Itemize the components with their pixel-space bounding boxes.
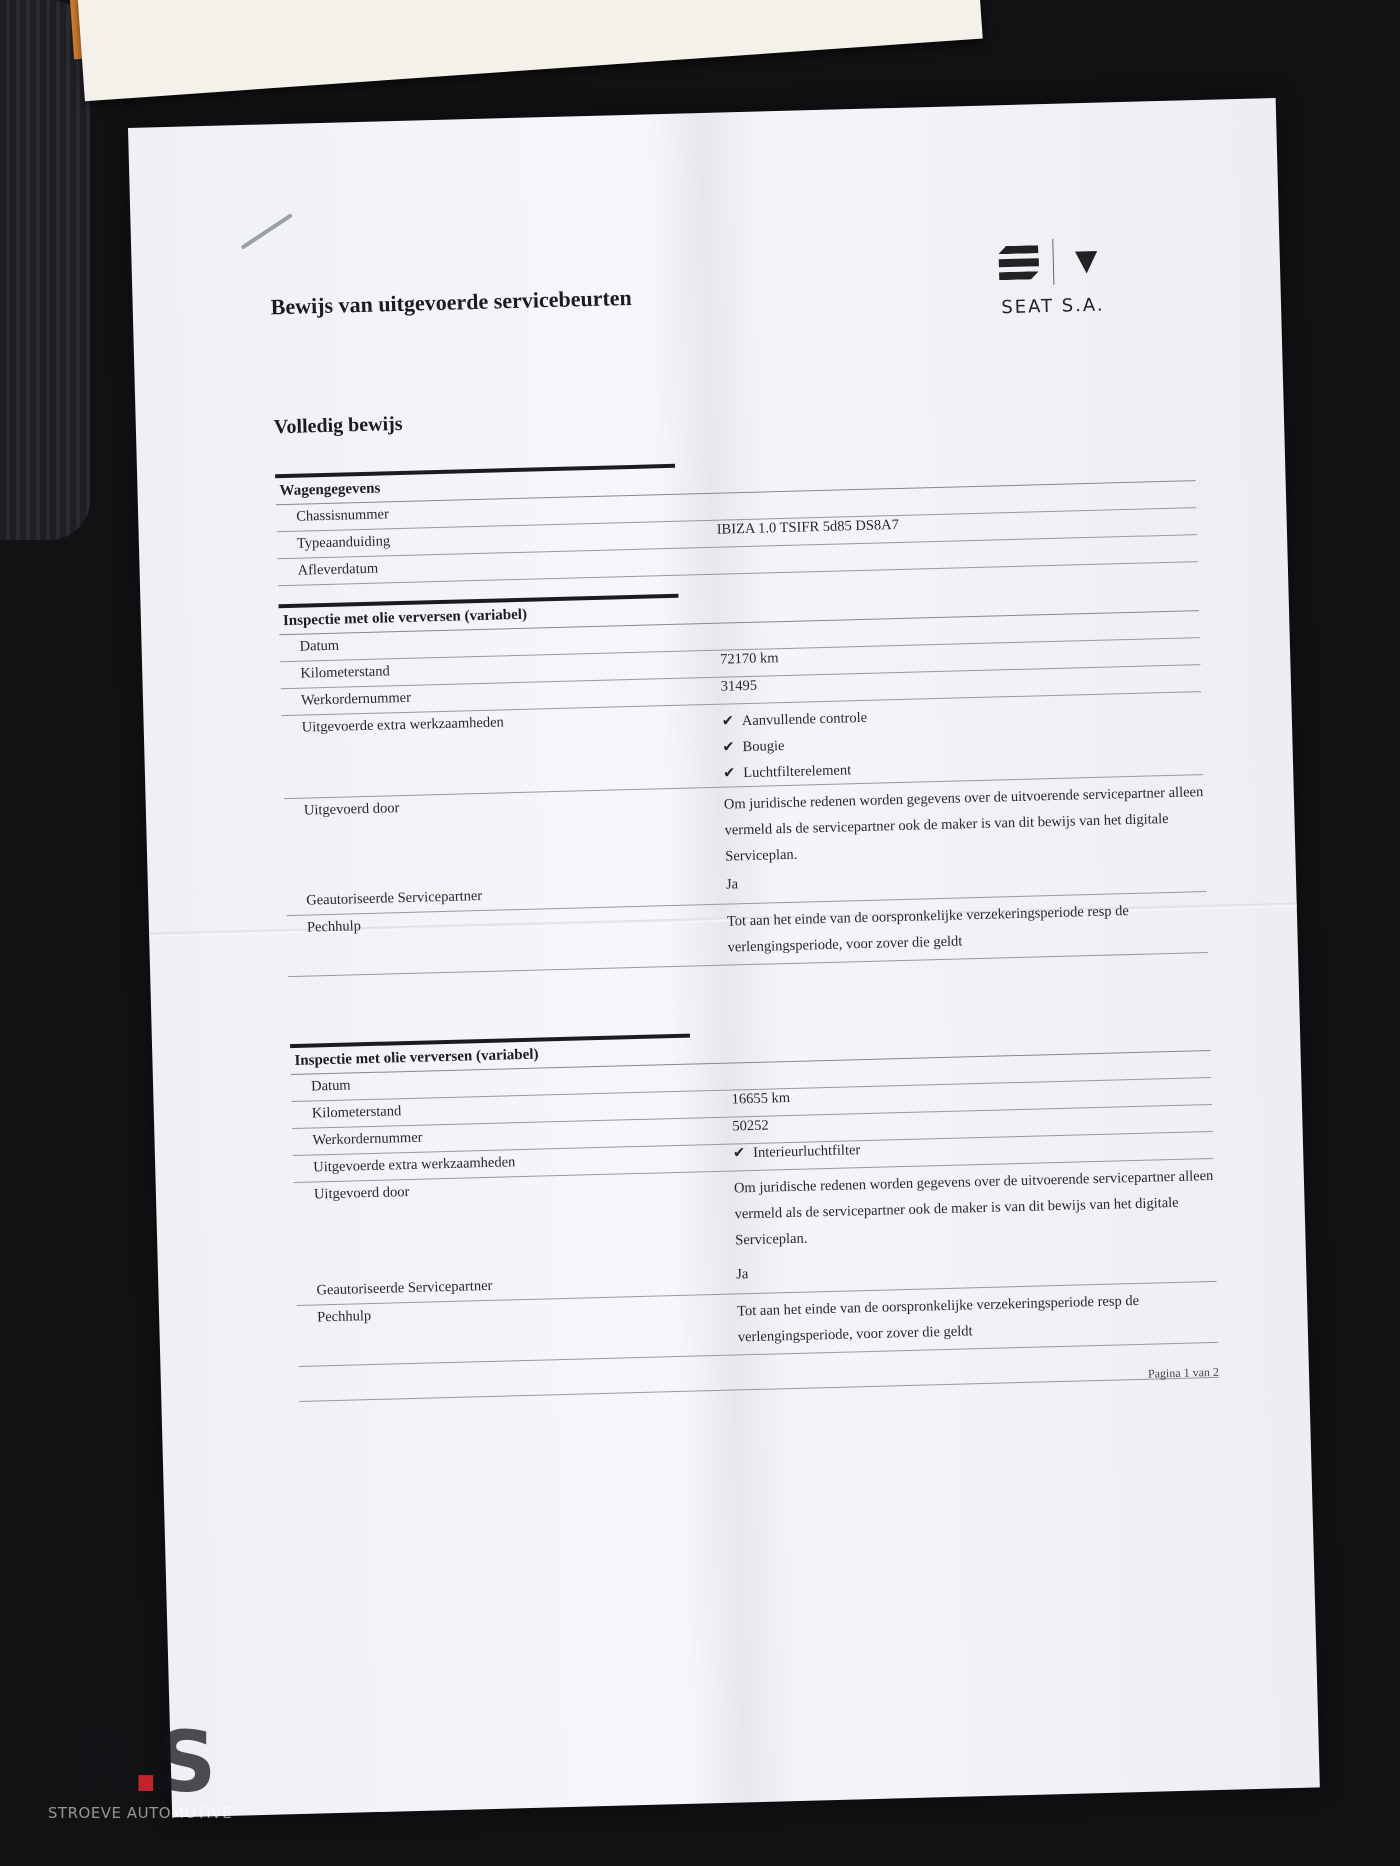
brand-block [971, 232, 1133, 319]
document-subtitle: Volledig bewijs [273, 412, 403, 439]
background-book [77, 0, 982, 101]
extra-work-item: ✔ Bougie [722, 722, 1203, 761]
section-title: Wagengegevens [275, 454, 1195, 505]
vehicle-section [275, 450, 1198, 586]
seat-logo-icon [998, 245, 1039, 280]
row-label: Afleverdatum [297, 560, 379, 579]
row-label: Werkordernummer [300, 689, 412, 709]
row-value: Om juridische redenen worden gegevens over de uitvoerende servicepartner alleen vermeld als de servicepartner ook de maker is van dit bewijs van het digitale Serviceplan. [733, 1167, 1214, 1249]
watermark [40, 1713, 240, 1822]
watermark-text: STROEVE AUTOMOTIVE [47, 1804, 233, 1822]
row-label: Geautoriseerde Servicepartner [316, 1277, 493, 1299]
row-label: Geautoriseerde Servicepartner [306, 887, 483, 909]
row-label: Uitgevoerde extra werkzaamheden [313, 1154, 516, 1176]
inspection-section-1 [279, 580, 1208, 977]
row-label: Werkordernummer [312, 1129, 423, 1149]
document-title: Bewijs van uitgevoerde servicebeurten [270, 284, 633, 320]
row-label: Kilometerstand [300, 663, 390, 682]
row-value: 31495 [720, 677, 758, 695]
brand-logos [971, 232, 1132, 292]
row-label: Datum [310, 1077, 351, 1095]
staple-icon [241, 213, 293, 249]
brand-name: SEAT S.A. [1001, 294, 1105, 319]
page-number: Pagina 1 van 2 [1147, 1364, 1220, 1381]
row-label: Pechhulp [316, 1308, 372, 1326]
row-value: Tot aan het einde van de oorspronkelijke verzekeringsperiode resp de verlengingsperiode, voor zover die geldt [736, 1292, 1140, 1346]
row-value: 72170 km [719, 650, 779, 668]
row-label: Uitgevoerde extra werkzaamheden [301, 714, 504, 736]
row-value: Ja [725, 876, 739, 893]
row-value: 50252 [732, 1117, 769, 1135]
row-label: Typeaanduiding [296, 533, 391, 552]
extra-work-list [721, 696, 1203, 787]
logo-divider [1052, 239, 1054, 285]
extra-work-item: ✔ Luchtfilterelement [723, 748, 1204, 787]
watermark-logo: R.S [69, 1713, 211, 1811]
cupra-logo-icon: ▼ [1066, 239, 1106, 283]
section-title: Inspectie met olie verversen (variabel) [279, 584, 1199, 635]
row-value: IBIZA 1.0 TSIFR 5d85 DS8A7 [716, 516, 900, 538]
row-label: Datum [299, 637, 340, 655]
row-value: Ja [736, 1266, 749, 1283]
row-value: 16655 km [731, 1090, 791, 1108]
service-document [128, 98, 1320, 1817]
extra-work-item: ✔ Aanvullende controle [721, 696, 1202, 735]
inspection-section-2 [290, 1020, 1218, 1367]
row-label: Pechhulp [306, 918, 362, 936]
row-label: Kilometerstand [311, 1103, 402, 1122]
section-title: Inspectie met olie verversen (variabel) [290, 1024, 1210, 1075]
row-value: Tot aan het einde van de oorspronkelijke verzekeringsperiode resp de verlengingsperiode, voor zover die geldt [726, 903, 1130, 956]
extra-work-item: ✔ Interieurluchtfilter [733, 1128, 1214, 1167]
row-label: Uitgevoerd door [313, 1184, 410, 1203]
row-label: Uitgevoerd door [303, 800, 400, 819]
background-case [0, 0, 90, 540]
row-label: Chassisnummer [296, 506, 390, 525]
row-value: Om juridische redenen worden gegevens over de uitvoerende servicepartner alleen vermeld als de servicepartner ook de maker is van dit bewijs van het digitale Serviceplan. [723, 784, 1204, 865]
